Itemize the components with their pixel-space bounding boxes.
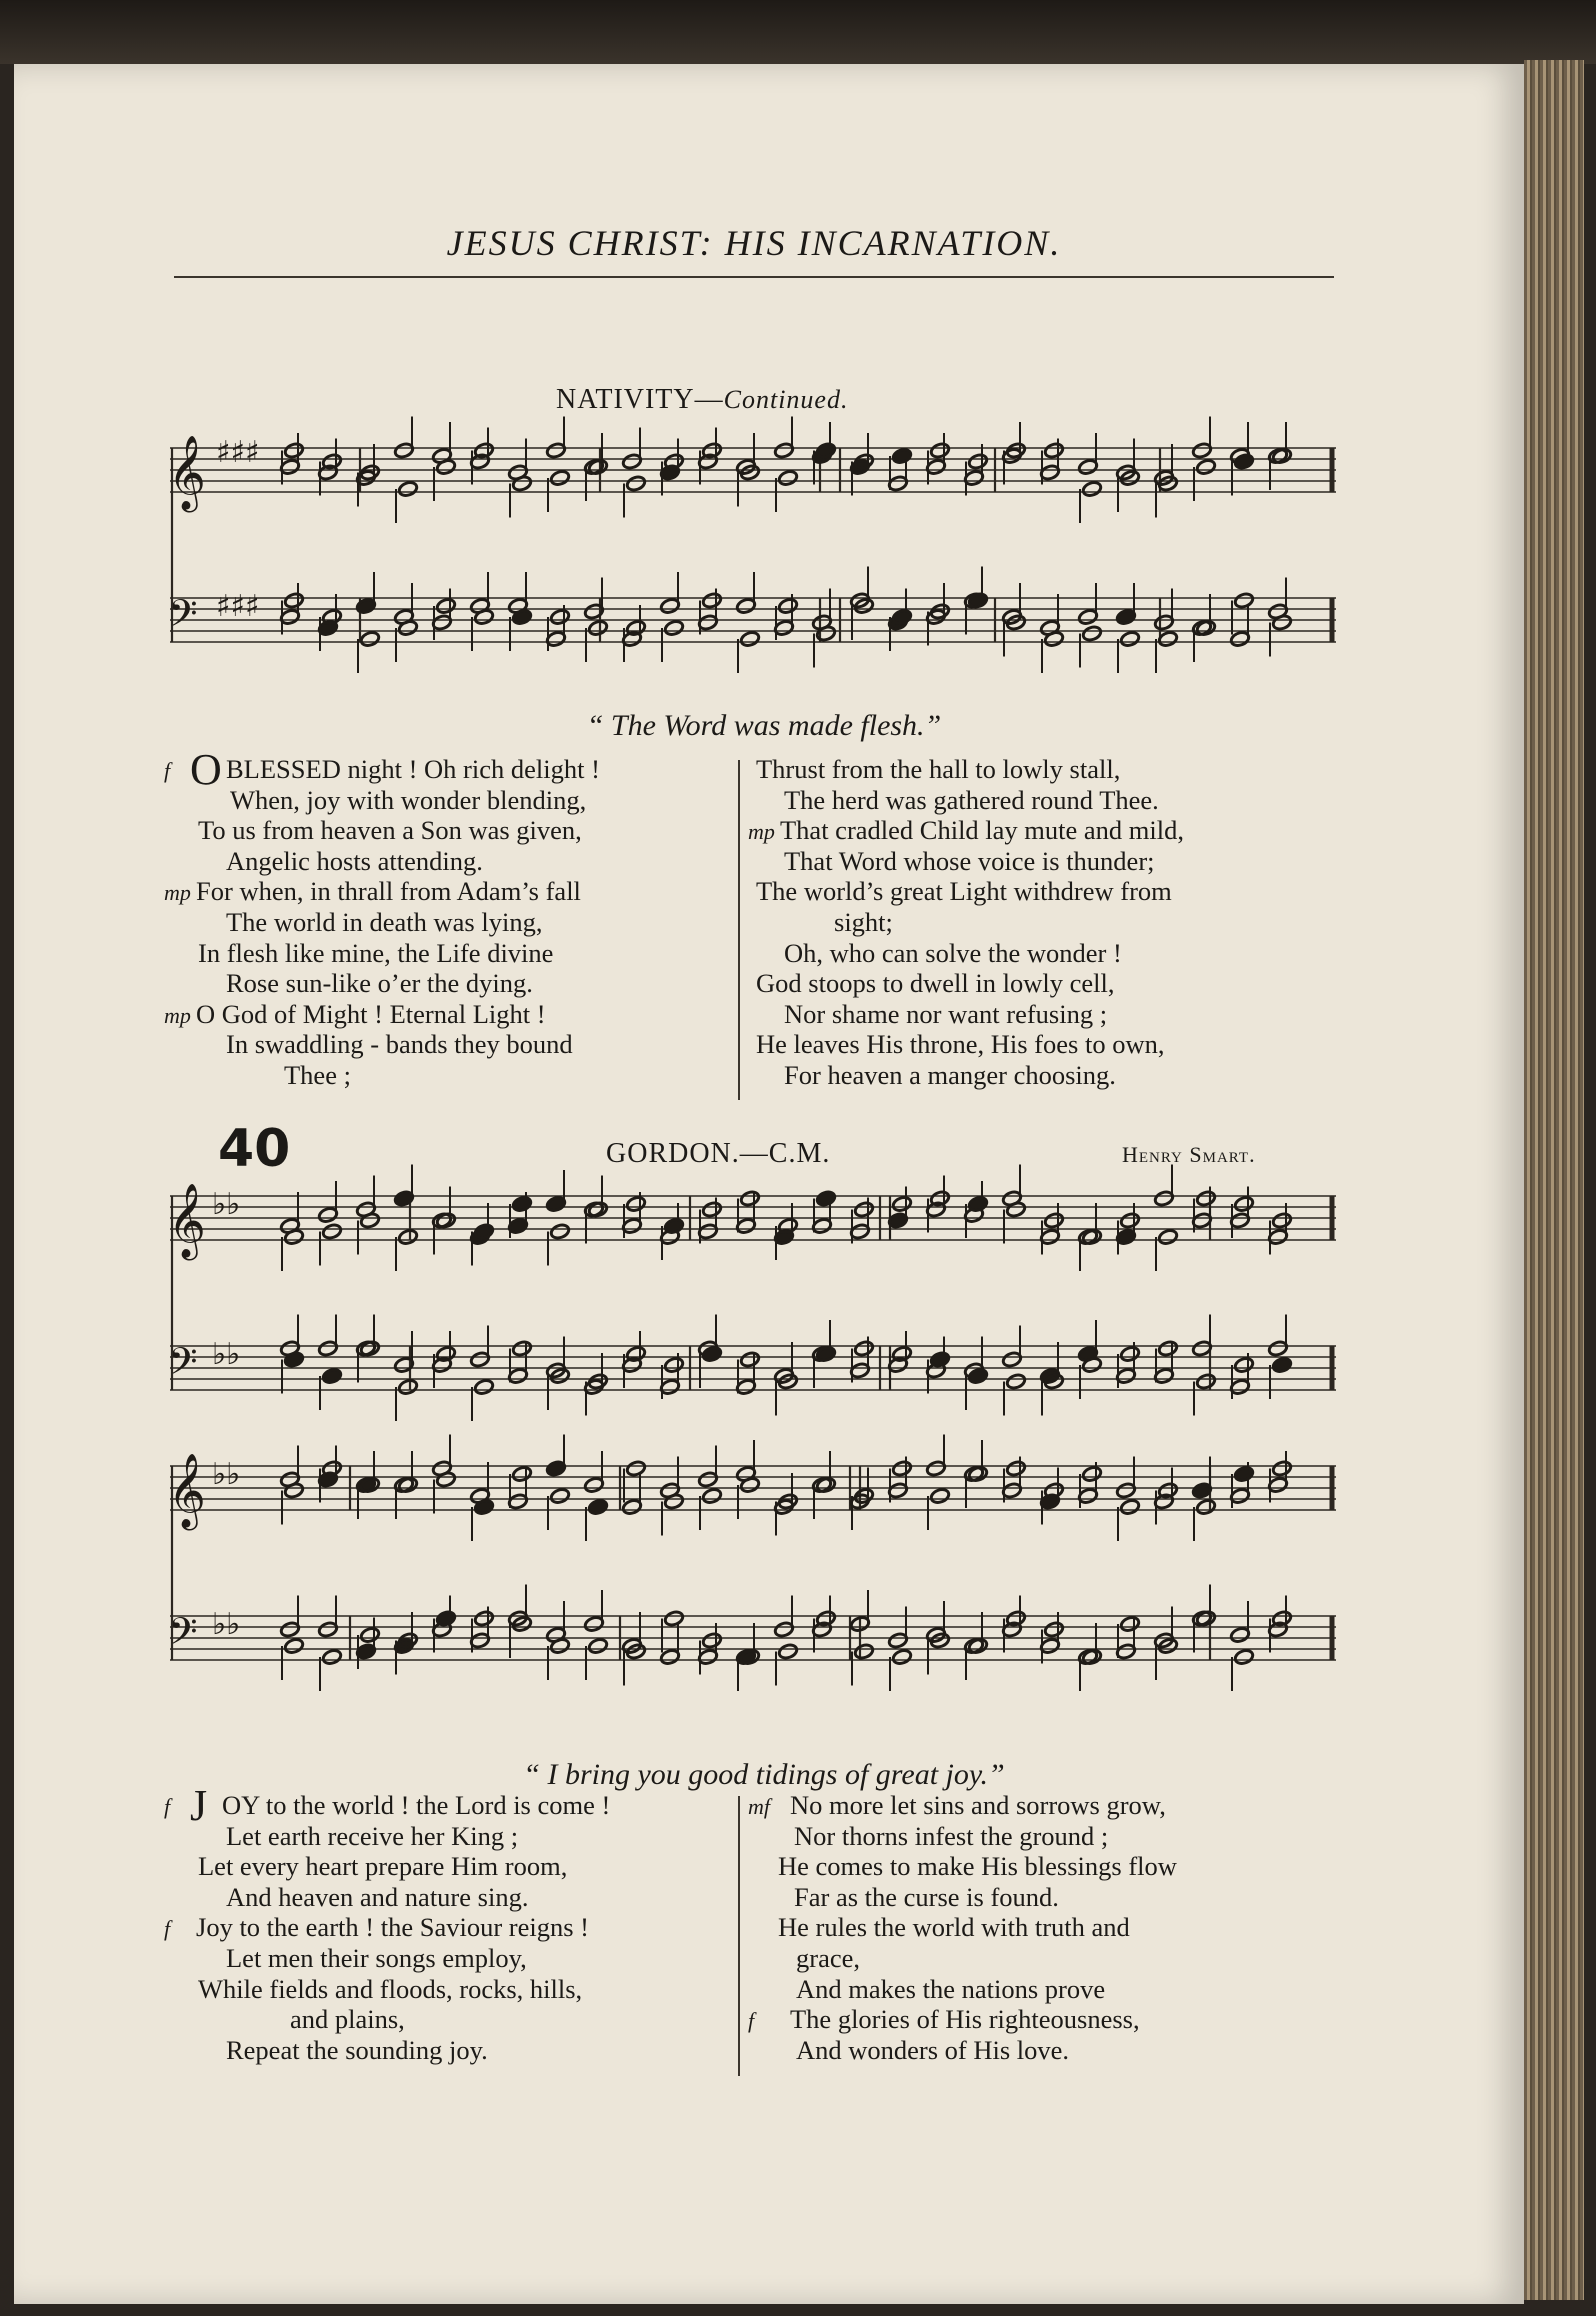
notehead xyxy=(625,1460,646,1477)
notehead xyxy=(1233,453,1254,470)
notehead xyxy=(397,480,418,497)
hymn39-right-column xyxy=(750,754,1350,1091)
verse-text: Thrust from the hall to lowly stall, xyxy=(756,754,1121,784)
verse-line xyxy=(750,1882,1350,1913)
notehead xyxy=(777,597,798,614)
notehead xyxy=(625,475,646,492)
notehead xyxy=(929,1487,950,1504)
notehead xyxy=(1233,1465,1254,1482)
verse-line xyxy=(166,1943,726,1974)
verse-text: Let earth receive her King ; xyxy=(226,1820,519,1851)
notehead xyxy=(853,1643,874,1660)
verse-text: BLESSED night ! Oh rich delight ! xyxy=(226,754,600,784)
verse-line xyxy=(750,907,1350,938)
verse-line xyxy=(166,2004,726,2035)
notehead xyxy=(587,1498,608,1515)
verse-line xyxy=(750,1790,1350,1821)
hymn-number: 40 xyxy=(218,1119,291,1179)
verse-line xyxy=(166,1821,726,1852)
verse-line xyxy=(750,1943,1350,1974)
notehead xyxy=(701,1201,722,1218)
treble-clef: 𝄞 xyxy=(168,1184,206,1258)
verse-line xyxy=(750,1029,1350,1060)
notehead xyxy=(549,608,570,625)
notehead xyxy=(511,1340,532,1357)
notehead xyxy=(891,447,912,464)
notehead xyxy=(321,453,342,470)
notehead xyxy=(359,1626,380,1643)
verse-text: In flesh like mine, the Life divine xyxy=(198,937,554,968)
notehead xyxy=(1271,1610,1292,1627)
dynamic-marking: mp xyxy=(164,880,191,906)
notehead xyxy=(891,1648,912,1665)
notehead xyxy=(473,1223,494,1240)
verse-text: O God of Might ! Eternal Light ! xyxy=(196,998,546,1029)
notehead xyxy=(1271,1356,1292,1373)
verse-line xyxy=(166,2035,726,2066)
motto-gordon: “ I bring you good tidings of great joy.” xyxy=(523,1758,1005,1791)
verse-text: For heaven a manger choosing. xyxy=(784,1059,1116,1090)
notehead xyxy=(701,442,722,459)
verse-text: Joy to the earth ! the Saviour reigns ! xyxy=(196,1912,589,1943)
notehead xyxy=(1119,1615,1140,1632)
verse-line xyxy=(166,1974,726,2005)
notehead xyxy=(283,1637,304,1654)
notehead xyxy=(473,1378,494,1395)
notehead xyxy=(815,442,836,459)
notehead xyxy=(663,1217,684,1234)
verse-line xyxy=(166,1060,726,1091)
verse-line xyxy=(750,1912,1350,1943)
notehead xyxy=(891,1345,912,1362)
notehead xyxy=(435,1345,456,1362)
verse-text: When, joy with wonder blending, xyxy=(230,784,587,815)
notehead xyxy=(625,1345,646,1362)
notehead xyxy=(929,442,950,459)
key-signature: ♯♯♯ xyxy=(216,589,260,624)
notehead xyxy=(777,469,798,486)
verse-text: Nor shame nor want refusing ; xyxy=(784,998,1108,1029)
key-signature: ♭♭ xyxy=(212,1187,241,1222)
notehead xyxy=(1119,1212,1140,1229)
notehead xyxy=(777,1643,798,1660)
verse-line xyxy=(750,785,1350,816)
verse-line xyxy=(750,754,1350,785)
notehead xyxy=(1271,1212,1292,1229)
notehead xyxy=(1157,1340,1178,1357)
key-signature: ♭♭ xyxy=(212,1457,241,1492)
verse-text: That Word whose voice is thunder; xyxy=(784,845,1155,876)
notehead xyxy=(1081,625,1102,642)
tune-continued: Continued. xyxy=(723,385,849,414)
notehead xyxy=(663,1610,684,1627)
column-rule xyxy=(738,760,740,1100)
verse-text: He leaves His throne, His foes to own, xyxy=(756,1029,1165,1060)
notehead xyxy=(1157,1228,1178,1245)
notehead xyxy=(967,1195,988,1212)
verse-line xyxy=(750,1060,1350,1091)
bass-clef: 𝄢 xyxy=(168,591,198,645)
verse-text: Repeat the sounding joy. xyxy=(226,2034,488,2065)
notehead xyxy=(1195,1498,1216,1515)
notehead xyxy=(1119,630,1140,647)
notehead xyxy=(1195,458,1216,475)
notehead xyxy=(967,453,988,470)
notehead xyxy=(549,1223,570,1240)
music-score-nativity xyxy=(160,416,1350,716)
notehead xyxy=(1233,592,1254,609)
notehead xyxy=(1119,1498,1140,1515)
running-head: JESUS CHRIST: HIS INCARNATION. xyxy=(446,223,1062,263)
notehead xyxy=(397,1378,418,1395)
verse-text: The herd was gathered round Thee. xyxy=(784,784,1159,815)
verse-line xyxy=(164,745,726,794)
verse-line xyxy=(166,907,726,938)
notehead xyxy=(1005,1460,1026,1477)
verse-line xyxy=(750,815,1350,846)
notehead xyxy=(1119,1345,1140,1362)
verse-text: In swaddling - bands they bound xyxy=(226,1029,573,1060)
notehead xyxy=(1233,1356,1254,1373)
notehead xyxy=(929,1351,950,1368)
key-signature: ♭♭ xyxy=(212,1607,241,1642)
notehead xyxy=(1233,1195,1254,1212)
notehead xyxy=(549,469,570,486)
notehead xyxy=(321,1648,342,1665)
notehead xyxy=(511,1465,532,1482)
verse-line xyxy=(166,785,726,816)
verse-text: The world’s great Light withdrew from xyxy=(756,876,1172,907)
dynamic-marking: f xyxy=(164,1916,171,1942)
notehead xyxy=(891,608,912,625)
notehead xyxy=(625,1195,646,1212)
key-signature: ♯♯♯ xyxy=(216,435,260,470)
notehead xyxy=(511,1195,532,1212)
notehead xyxy=(321,1367,342,1384)
verse-line xyxy=(166,968,726,999)
notehead xyxy=(435,597,456,614)
verse-text: That cradled Child lay mute and mild, xyxy=(780,815,1185,846)
notehead xyxy=(777,1217,798,1234)
verse-text: And heaven and nature sing. xyxy=(226,1881,529,1912)
notehead xyxy=(1271,1460,1292,1477)
hymnal-page xyxy=(14,64,1524,2304)
verse-line xyxy=(166,1882,726,1913)
notehead xyxy=(701,1632,722,1649)
notehead xyxy=(1043,1212,1064,1229)
verse-text: And makes the nations prove xyxy=(796,1973,1106,2004)
notehead xyxy=(929,1190,950,1207)
bass-clef: 𝄢 xyxy=(168,1339,198,1393)
notehead xyxy=(663,453,684,470)
notehead xyxy=(815,1190,836,1207)
verse-text: Let every heart prepare Him room, xyxy=(198,1851,568,1882)
verse-text: No more let sins and sorrows grow, xyxy=(790,1790,1166,1820)
bass-clef: 𝄢 xyxy=(168,1609,198,1663)
notehead xyxy=(1233,1648,1254,1665)
verse-text: OY to the world ! the Lord is come ! xyxy=(222,1790,611,1820)
verse-text: While fields and floods, rocks, hills, xyxy=(198,1973,583,2004)
music-score-gordon xyxy=(160,1174,1350,1754)
dynamic-marking: f xyxy=(748,2008,755,2034)
notehead xyxy=(1195,1373,1216,1390)
key-signature: ♭♭ xyxy=(212,1337,241,1372)
verse-line xyxy=(750,938,1350,969)
treble-clef: 𝄞 xyxy=(168,436,206,510)
tune-title-gordon: GORDON.—C.M. xyxy=(606,1138,831,1169)
dynamic-marking: mp xyxy=(748,819,775,845)
notehead xyxy=(397,1228,418,1245)
verse-text: For when, in thrall from Adam’s fall xyxy=(196,876,581,907)
verse-text: The glories of His righteousness, xyxy=(790,2004,1140,2035)
notehead xyxy=(967,1367,988,1384)
notehead xyxy=(1157,1482,1178,1499)
notehead xyxy=(473,442,494,459)
verse-line xyxy=(750,968,1350,999)
notehead xyxy=(587,619,608,636)
notehead xyxy=(283,442,304,459)
notehead xyxy=(283,592,304,609)
verse-text: Rose sun-like o’er the dying. xyxy=(226,968,533,999)
hymn40-left-column xyxy=(164,1781,726,2065)
verse-line xyxy=(750,1851,1350,1882)
dynamic-marking: f xyxy=(164,1794,171,1819)
verse-line xyxy=(750,999,1350,1030)
notehead xyxy=(891,1195,912,1212)
verse-text: Far as the curse is found. xyxy=(794,1881,1059,1912)
notehead xyxy=(473,1610,494,1627)
notehead xyxy=(1081,480,1102,497)
notehead xyxy=(435,1610,456,1627)
notehead xyxy=(815,1610,836,1627)
verse-text: Thee ; xyxy=(284,1059,351,1090)
verse-line xyxy=(750,2004,1350,2035)
notehead xyxy=(1043,1621,1064,1638)
verse-line xyxy=(166,1029,726,1060)
verse-line xyxy=(166,1912,726,1943)
hymn40-right-column xyxy=(750,1790,1350,2065)
tune-title-nativity xyxy=(556,384,848,416)
verse-text: grace, xyxy=(796,1942,860,1973)
verse-text: Nor thorns infest the ground ; xyxy=(794,1820,1109,1851)
verse-line xyxy=(750,2035,1350,2066)
verse-line xyxy=(166,938,726,969)
notehead xyxy=(1081,1465,1102,1482)
notehead xyxy=(701,1345,722,1362)
verse-line xyxy=(166,846,726,877)
notehead xyxy=(663,619,684,636)
notehead xyxy=(701,1487,722,1504)
verse-text: Oh, who can solve the wonder ! xyxy=(784,937,1122,968)
verse-text: He rules the world with truth and xyxy=(778,1912,1130,1943)
notehead xyxy=(701,592,722,609)
treble-clef: 𝄞 xyxy=(168,1454,206,1528)
dynamic-marking: mp xyxy=(164,1002,191,1028)
book-spine xyxy=(0,0,1596,64)
verse-line xyxy=(750,846,1350,877)
notehead xyxy=(739,1190,760,1207)
notehead xyxy=(549,1487,570,1504)
notehead xyxy=(739,630,760,647)
verse-line xyxy=(750,1974,1350,2005)
verse-text: Let men their songs employ, xyxy=(226,1942,527,1973)
verse-text: To us from heaven a Son was given, xyxy=(198,815,582,846)
verse-line xyxy=(166,999,726,1030)
notehead xyxy=(1005,1373,1026,1390)
verse-line xyxy=(164,1781,726,1830)
verse-text: Angelic hosts attending. xyxy=(226,845,483,876)
notehead xyxy=(853,1340,874,1357)
motto-nativity: “ The Word was made flesh.” xyxy=(586,709,942,742)
notehead xyxy=(891,1460,912,1477)
notehead xyxy=(1005,1610,1026,1627)
notehead xyxy=(625,619,646,636)
hymn39-left-column xyxy=(164,745,726,1091)
notehead xyxy=(663,1356,684,1373)
dynamic-marking: mf xyxy=(748,1794,770,1819)
dynamic-marking: f xyxy=(164,758,171,783)
drop-cap: J xyxy=(190,1781,208,1830)
head-rule xyxy=(174,276,1334,278)
verse-line xyxy=(750,1821,1350,1852)
verse-text: The world in death was lying, xyxy=(226,906,543,937)
notehead xyxy=(321,1223,342,1240)
notehead xyxy=(321,608,342,625)
notehead xyxy=(853,1201,874,1218)
verse-line xyxy=(166,1851,726,1882)
drop-cap: O xyxy=(190,745,222,794)
verse-text: And wonders of His love. xyxy=(796,2034,1070,2065)
notehead xyxy=(1195,1190,1216,1207)
page-edges xyxy=(1524,60,1584,2300)
verse-line xyxy=(750,876,1350,907)
verse-text: He comes to make His blessings flow xyxy=(778,1851,1177,1882)
notehead xyxy=(739,1351,760,1368)
verse-line xyxy=(166,815,726,846)
verse-text: sight; xyxy=(834,906,893,937)
verse-text: God stoops to dwell in lowly cell, xyxy=(756,968,1115,999)
notehead xyxy=(1043,1482,1064,1499)
composer: Henry Smart. xyxy=(1122,1142,1256,1167)
column-rule xyxy=(738,1796,740,2076)
verse-line xyxy=(166,876,726,907)
notehead xyxy=(321,1460,342,1477)
notehead xyxy=(359,630,380,647)
verse-text: and plains, xyxy=(290,2004,405,2035)
tune-name: NATIVITY— xyxy=(556,384,724,415)
notehead xyxy=(1043,442,1064,459)
notehead xyxy=(587,1637,608,1654)
